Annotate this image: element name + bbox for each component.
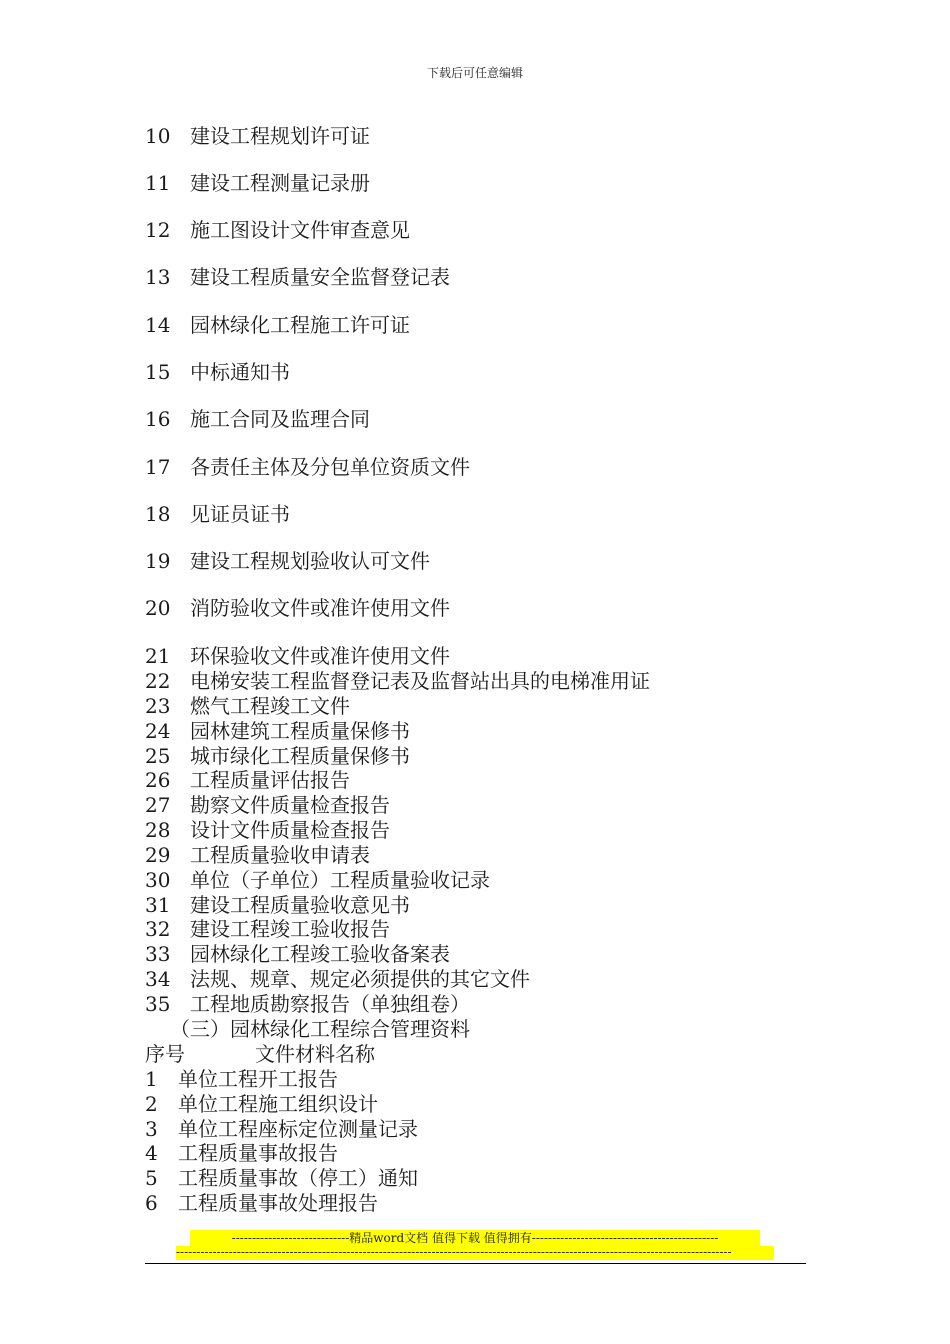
table-row [145, 1191, 378, 1215]
list-item [145, 917, 390, 941]
item-text: 工程质量验收申请表 [190, 843, 370, 867]
page-header: 下载后可任意编辑 [426, 66, 523, 80]
list-item [145, 644, 450, 668]
item-number: 14 [145, 313, 171, 337]
item-number: 10 [145, 124, 171, 148]
item-number: 2 [145, 1092, 158, 1116]
item-text: 建设工程质量安全监督登记表 [190, 265, 450, 289]
item-text: 设计文件质量检查报告 [190, 818, 390, 842]
item-number: 31 [145, 893, 171, 917]
item-number: 34 [145, 967, 171, 991]
item-text: 施工图设计文件审查意见 [190, 218, 410, 242]
item-number: 23 [145, 694, 171, 718]
item-number: 24 [145, 719, 171, 743]
item-text: 法规、规章、规定必须提供的其它文件 [190, 967, 530, 991]
table-header [145, 1042, 375, 1066]
item-number: 6 [145, 1191, 158, 1215]
item-text: 建设工程测量记录册 [190, 171, 370, 195]
item-text: 单位工程座标定位测量记录 [178, 1117, 418, 1141]
item-number: 5 [145, 1166, 158, 1190]
list-item [145, 407, 370, 431]
list-item [145, 719, 410, 743]
item-number: 11 [145, 171, 171, 195]
item-number: 1 [145, 1067, 158, 1091]
list-item [145, 992, 470, 1016]
table-row [145, 1092, 378, 1116]
table-row [145, 1141, 338, 1165]
list-item [145, 818, 390, 842]
list-item [145, 843, 370, 867]
list-item [145, 549, 430, 573]
column-header-name: 文件材料名称 [255, 1042, 375, 1066]
item-text: 工程质量事故（停工）通知 [178, 1166, 418, 1190]
item-text: 城市绿化工程质量保修书 [190, 744, 410, 768]
item-number: 12 [145, 218, 171, 242]
item-text: 园林绿化工程竣工验收备案表 [190, 942, 450, 966]
item-number: 17 [145, 455, 171, 479]
item-number: 27 [145, 793, 171, 817]
item-number: 19 [145, 549, 171, 573]
list-item [145, 596, 450, 620]
item-number: 18 [145, 502, 171, 526]
list-item [145, 455, 470, 479]
item-text: 建设工程竣工验收报告 [190, 917, 390, 941]
column-header-number: 序号 [145, 1042, 185, 1066]
item-number: 26 [145, 768, 171, 792]
item-number: 20 [145, 596, 171, 620]
list-item [145, 967, 530, 991]
item-number: 30 [145, 868, 171, 892]
list-item [145, 669, 650, 693]
item-text: 环保验收文件或准许使用文件 [190, 644, 450, 668]
item-text: 施工合同及监理合同 [190, 407, 370, 431]
table-row [145, 1166, 418, 1190]
item-text: 单位（子单位）工程质量验收记录 [190, 868, 490, 892]
item-text: 中标通知书 [190, 360, 290, 384]
list-item [145, 893, 410, 917]
item-text: 勘察文件质量检查报告 [190, 793, 390, 817]
list-item [145, 360, 290, 384]
list-item [145, 768, 350, 792]
item-number: 33 [145, 942, 171, 966]
list-item [145, 942, 450, 966]
item-number: 35 [145, 992, 171, 1016]
item-number: 21 [145, 644, 171, 668]
item-text: 建设工程质量验收意见书 [190, 893, 410, 917]
item-number: 13 [145, 265, 171, 289]
item-text: 各责任主体及分包单位资质文件 [190, 455, 470, 479]
table-row [145, 1067, 338, 1091]
item-text: 消防验收文件或准许使用文件 [190, 596, 450, 620]
item-number: 28 [145, 818, 171, 842]
item-text: 园林绿化工程施工许可证 [190, 313, 410, 337]
item-number: 3 [145, 1117, 158, 1141]
footer-divider [145, 1263, 806, 1264]
item-text: 建设工程规划验收认可文件 [190, 549, 430, 573]
item-text: 工程质量评估报告 [190, 768, 350, 792]
item-text: 单位工程开工报告 [178, 1067, 338, 1091]
item-text: 工程质量事故处理报告 [178, 1191, 378, 1215]
item-number: 16 [145, 407, 171, 431]
section-title: （三）园林绿化工程综合管理资料 [170, 1017, 470, 1041]
item-text: 工程地质勘察报告（单独组卷） [190, 992, 470, 1016]
item-text: 见证员证书 [190, 502, 290, 526]
item-number: 22 [145, 669, 171, 693]
footer-banner: -----------------------------精品word文档 值得下载 值得拥有---------------------------------------------- [190, 1230, 760, 1246]
list-item [145, 502, 290, 526]
list-item [145, 218, 410, 242]
item-number: 4 [145, 1141, 158, 1165]
list-item [145, 171, 370, 195]
item-text: 园林建筑工程质量保修书 [190, 719, 410, 743]
list-item [145, 124, 370, 148]
item-number: 25 [145, 744, 171, 768]
list-item [145, 744, 410, 768]
item-text: 工程质量事故报告 [178, 1141, 338, 1165]
item-number: 32 [145, 917, 171, 941]
table-row [145, 1117, 418, 1141]
list-item [145, 694, 350, 718]
list-item [145, 265, 450, 289]
item-text: 燃气工程竣工文件 [190, 694, 350, 718]
item-number: 29 [145, 843, 171, 867]
item-text: 单位工程施工组织设计 [178, 1092, 378, 1116]
item-number: 15 [145, 360, 171, 384]
list-item [145, 793, 390, 817]
item-text: 电梯安装工程监督登记表及监督站出具的电梯准用证 [190, 669, 650, 693]
list-item [145, 868, 490, 892]
item-text: 建设工程规划许可证 [190, 124, 370, 148]
footer-dashes: ----------------------------------------------------------------------------------------------------------------------------------------- [176, 1246, 774, 1260]
list-item [145, 313, 410, 337]
